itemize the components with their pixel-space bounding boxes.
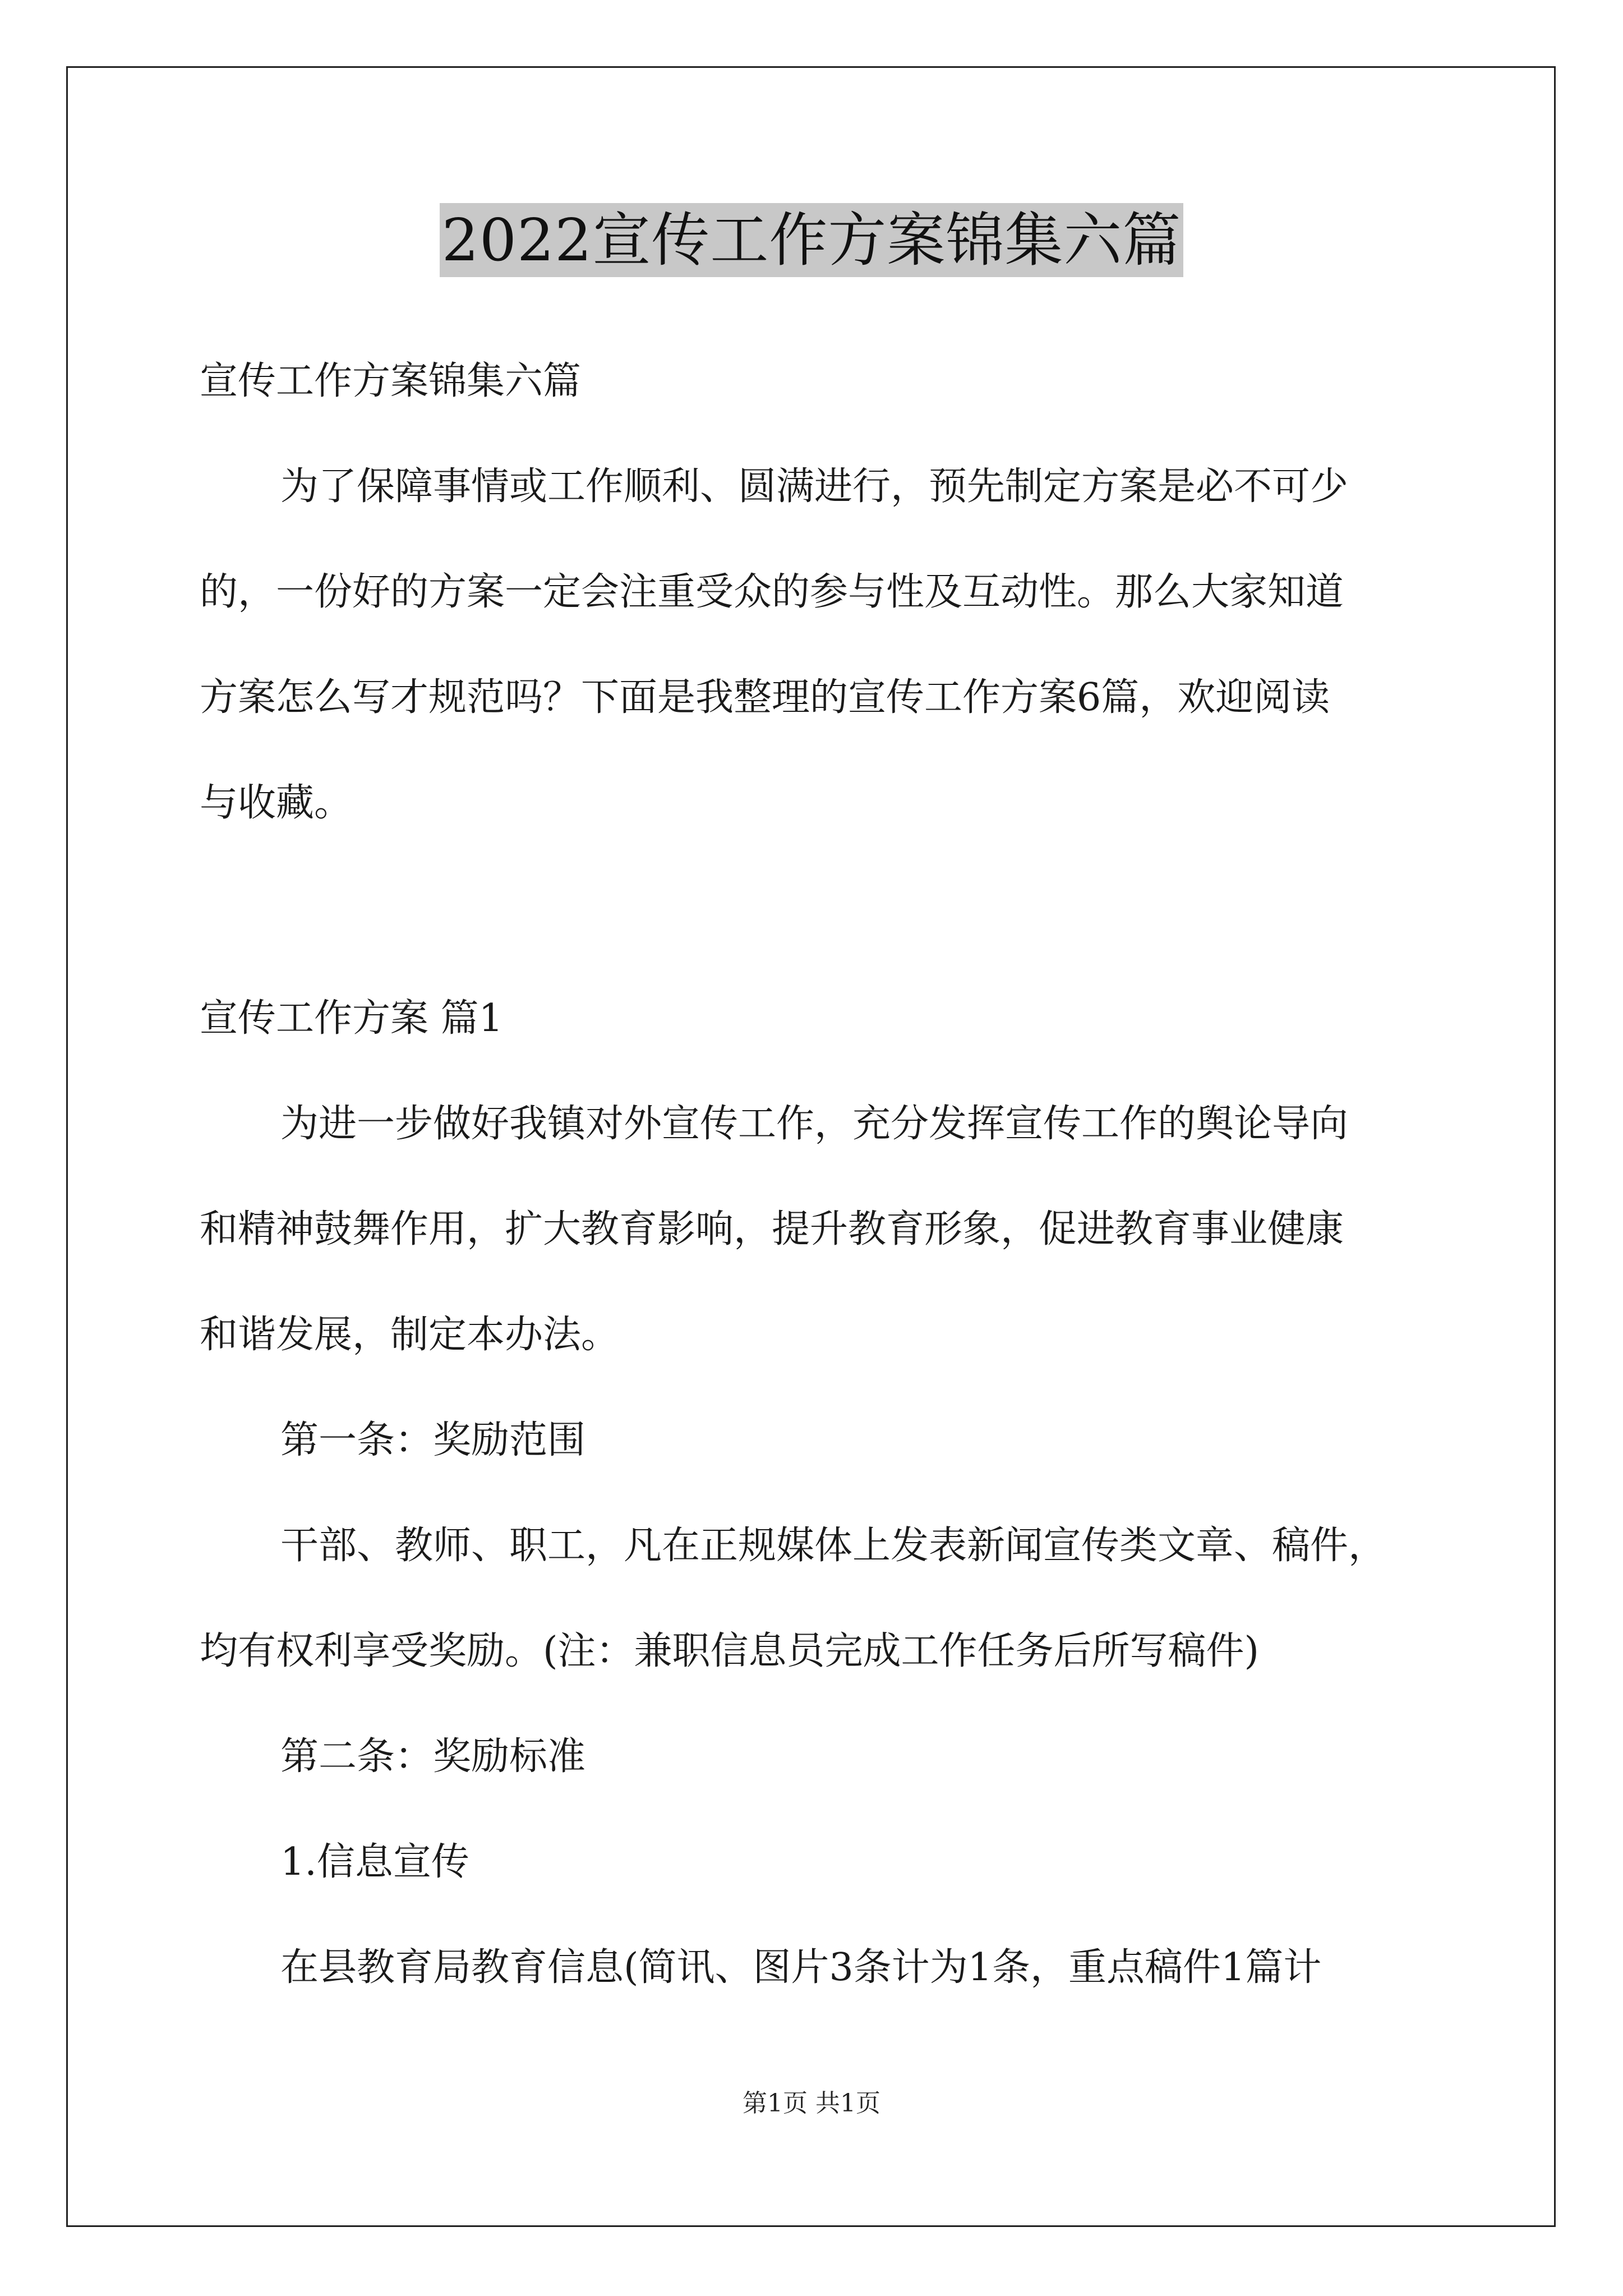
section-line-6: 均有权利享受奖励。(注：兼职信息员完成工作任务后所写稿件) (200, 1629, 1260, 1673)
section-line-9: 在县教育局教育信息(简讯、图片3条计为1条，重点稿件1篇计 (280, 1945, 1322, 1990)
intro-line-3: 方案怎么写才规范吗？下面是我整理的宣传工作方案6篇，欢迎阅读 (200, 675, 1330, 720)
intro-line-2: 的，一份好的方案一定会注重受众的参与性及互动性。那么大家知道 (200, 570, 1344, 614)
page-footer: 第1页 共1页 (743, 2089, 880, 2118)
section-line-5: 干部、教师、职工，凡在正规媒体上发表新闻宣传类文章、稿件， (280, 1524, 1387, 1568)
section-line-1: 为进一步做好我镇对外宣传工作，充分发挥宣传工作的舆论导向 (280, 1102, 1349, 1146)
item-heading-info: 1.信息宣传 (280, 1840, 469, 1884)
intro-line-1: 为了保障事情或工作顺利、圆满进行，预先制定方案是必不可少 (280, 464, 1349, 509)
section-heading: 宣传工作方案 篇1 (200, 996, 503, 1041)
section-line-3: 和谐发展，制定本办法。 (200, 1313, 620, 1357)
article-heading-standard: 第二条：奖励标准 (280, 1734, 586, 1779)
document-title: 2022宣传工作方案锦集六篇 (440, 203, 1184, 277)
title-container (0, 203, 1623, 277)
article-heading-scope: 第一条：奖励范围 (280, 1418, 586, 1462)
document-subtitle: 宣传工作方案锦集六篇 (200, 359, 582, 403)
section-line-2: 和精神鼓舞作用，扩大教育影响，提升教育形象，促进教育事业健康 (200, 1207, 1344, 1251)
intro-line-4: 与收藏。 (200, 781, 353, 825)
